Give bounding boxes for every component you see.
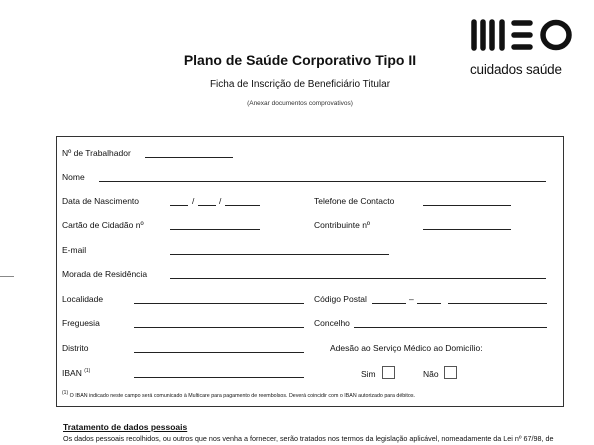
yes-checkbox[interactable] xyxy=(382,366,395,379)
home-service-label: Adesão ao Serviço Médico ao Domicílio: xyxy=(330,343,483,353)
birth-day-field[interactable] xyxy=(170,196,188,206)
no-label: Não xyxy=(423,369,439,379)
data-processing-text: Os dados pessoais recolhidos, ou outros que nos venha a fornecer, serão tratados nos termos da legislação aplicável, nomeadamente da Lei nº 67/98, de xyxy=(63,434,554,443)
postal-code-separator: – xyxy=(409,294,414,304)
postal-code-prefix-field[interactable] xyxy=(372,294,406,304)
employee-number-field[interactable] xyxy=(145,148,233,158)
birth-date-label: Data de Nascimento xyxy=(62,196,140,206)
address-label: Morada de Residência xyxy=(62,269,148,279)
margin-mark xyxy=(0,276,14,277)
name-label: Nome xyxy=(62,172,85,182)
iban-label: IBAN $^{(1)}$ xyxy=(62,368,91,378)
municipality-field[interactable] xyxy=(354,318,547,328)
locality-label: Localidade xyxy=(62,294,104,304)
logo-tagline: cuidados saúde xyxy=(470,62,562,77)
form-title: Plano de Saúde Corporativo Tipo II xyxy=(183,52,417,68)
date-separator: / xyxy=(192,196,195,206)
locality-field[interactable] xyxy=(134,294,304,304)
district-field[interactable] xyxy=(134,343,304,353)
district-label: Distrito xyxy=(62,343,89,353)
taxpayer-label: Contribuinte nº xyxy=(314,220,371,230)
parish-label: Freguesia xyxy=(62,318,100,328)
parish-field[interactable] xyxy=(134,318,304,328)
postal-code-suffix-field[interactable] xyxy=(417,294,441,304)
data-processing-title: Tratamento de dados pessoais xyxy=(63,422,188,432)
postal-area-field[interactable] xyxy=(448,294,547,304)
phone-label: Telefone de Contacto xyxy=(314,196,395,206)
postal-code-label: Código Postal xyxy=(314,294,367,304)
birth-month-field[interactable] xyxy=(198,196,216,206)
form-subtitle: Ficha de Inscrição de Beneficiário Titular xyxy=(209,79,391,90)
attachments-note: (Anexar documentos comprovativos) xyxy=(247,100,353,107)
citizen-card-field[interactable] xyxy=(170,220,260,230)
employee-number-label: Nº de Trabalhador xyxy=(62,148,131,158)
date-separator: / xyxy=(219,196,222,206)
email-label: E-mail xyxy=(62,245,87,255)
name-field[interactable] xyxy=(99,172,546,182)
birth-year-field[interactable] xyxy=(225,196,260,206)
address-field[interactable] xyxy=(170,269,546,279)
taxpayer-field[interactable] xyxy=(423,220,511,230)
meo-logo xyxy=(470,18,576,52)
yes-label: Sim xyxy=(361,369,376,379)
email-field[interactable] xyxy=(170,245,389,255)
municipality-label: Concelho xyxy=(314,318,350,328)
no-checkbox[interactable] xyxy=(444,366,457,379)
phone-field[interactable] xyxy=(423,196,511,206)
iban-field[interactable] xyxy=(134,368,304,378)
iban-footnote-marker: (1) xyxy=(84,368,91,375)
iban-footnote: $^{(1)}$ O IBAN indicado neste campo será comunicado à Multicare para pagamento de reembolsos. Deverá coincidir com o IBAN autorizado para débitos. xyxy=(62,390,415,399)
citizen-card-label: Cartão de Cidadão nº xyxy=(62,220,144,230)
